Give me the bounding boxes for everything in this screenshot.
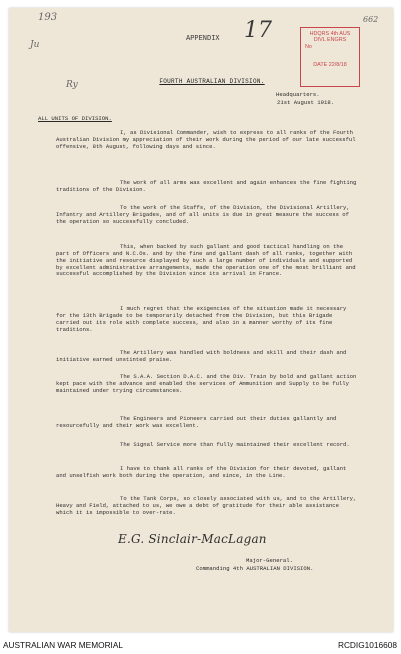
signature-title: Commanding 4th AUSTRALIAN DIVISION. — [196, 565, 314, 572]
paragraph-4: This, when backed by such gallant and good tactical handling on the part of Officers and N.C.Os. and by the fine and gallant dash of all ranks, together with the initiative and resource displayed by such a large number of individuals and supported by excellent administrative arrangements, made the operation one of the most brilliant and successful accomplished by the Division since its arrival in France. — [56, 243, 356, 278]
header-place: Headquarters. — [276, 91, 320, 98]
stamp-line-2: DIVL ENGRS — [313, 37, 347, 44]
paragraph-8: The Engineers and Pioneers carried out their duties gallantly and resourcefully and their work was excellent. — [56, 415, 337, 429]
address-line: ALL UNITS OF DIVISION. — [38, 115, 112, 122]
paragraph-10: I have to thank all ranks of the Division for their devoted, gallant and unselfish work both during the operation, and since, in the Line. — [56, 465, 347, 479]
paragraph-6: The Artillery was handled with boldness and skill and their dash and initiative earned unstinted praise. — [56, 349, 347, 363]
margin-number-top-right: 662 — [363, 15, 379, 24]
signature-rank: Major-General. — [246, 557, 293, 564]
stamp-line-1: HDQRS 4th AUS — [309, 31, 351, 37]
footer-institution: AUSTRALIAN WAR MEMORIAL — [3, 640, 124, 650]
paragraph-7: The S.A.A. Section D.A.C. and the Div. Train by bold and gallant action kept pace with the advance and enabled the services of Ammunition and Supply to be fully maintained under trying circumstances. — [56, 373, 357, 394]
archive-footer — [0, 636, 401, 654]
signature: E.G. Sinclair-MacLagan — [118, 532, 267, 546]
paragraph-2: The work of all arms was excellent and again enhances the fine fighting traditions of the Division. — [56, 179, 357, 193]
appendix-number: 17 — [244, 18, 272, 43]
header-date: 21st August 1918. — [277, 99, 335, 106]
stamp-line-4: DATE 22/8/18 — [313, 62, 347, 69]
margin-initials-left: Ju — [30, 40, 40, 50]
paragraph-9: The Signal Service more than fully maintained their excellent record. — [120, 441, 350, 448]
stamp-line-3: No — [305, 43, 312, 50]
paragraph-5: I much regret that the exigencies of the situation made it necessary for the 13th Brigade to be temporarily detached from the Division, but this Brigade carried out its role with complete success, and also in a manner worthy of its fine traditions. — [56, 305, 347, 333]
margin-initial-mid: Ry — [66, 80, 78, 90]
paragraph-3: To the work of the Staffs, of the Division, the Divisional Artillery, Infantry and Artillery Brigades, and of all units is due in great measure the success of the operation so successfully concluded. — [56, 204, 350, 225]
document-title: FOURTH AUSTRALIAN DIVISION. — [159, 78, 265, 85]
paragraph-11: To the Tank Corps, so closely associated with us, and to the Artillery, Heavy and Field, attached to us, we owe a debt of gratitude for their able assistance which it is impossible to over-rate. — [56, 495, 357, 516]
appendix-label: APPENDIX — [186, 35, 220, 43]
footer-record-id: RCDIG1016608 — [337, 640, 397, 650]
paragraph-1: I, as Divisional Commander, wish to express to all ranks of the Fourth Australian Division my appreciation of their work during the period of our late successful offensive, 8th August, following days and since. — [56, 129, 356, 150]
margin-number-top-left: 193 — [38, 12, 58, 23]
